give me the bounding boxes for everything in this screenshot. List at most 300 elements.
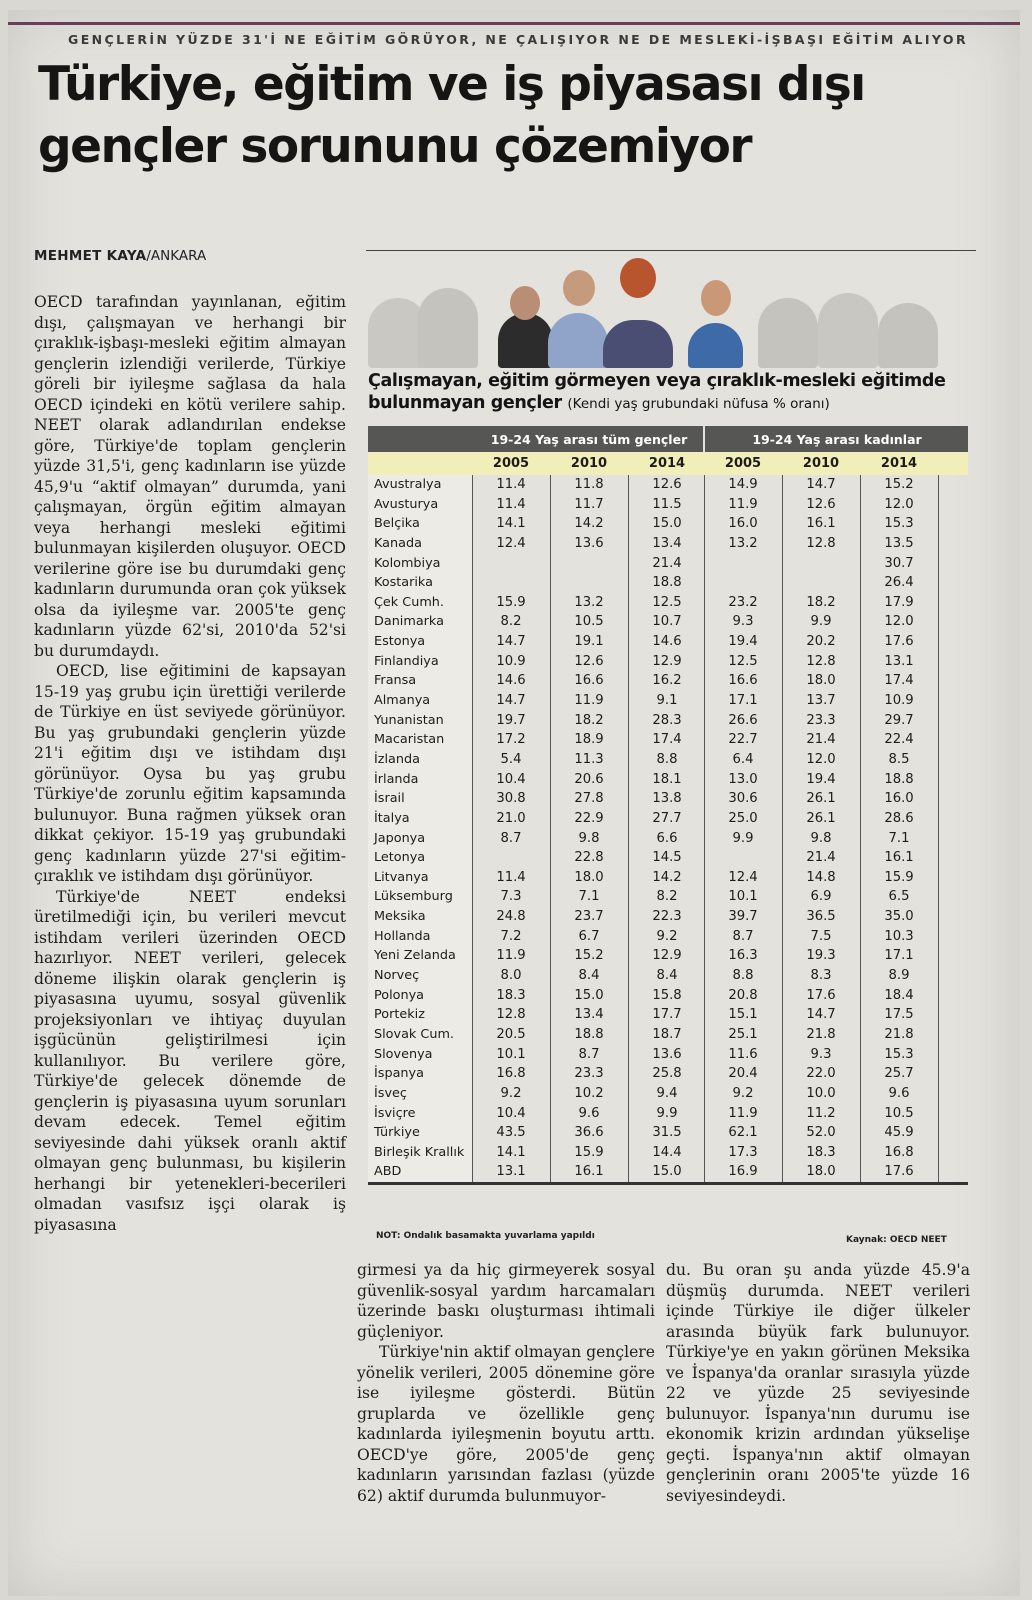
country-cell: Japonya: [374, 830, 426, 846]
country-cell: Macaristan: [374, 732, 445, 748]
country-cell: Almanya: [374, 693, 431, 709]
silhouette-figure: [818, 293, 878, 368]
value-cell: 15.0: [574, 987, 604, 1003]
person-head: [510, 286, 540, 320]
value-cell: 8.0: [500, 968, 522, 984]
value-cell: 8.8: [732, 968, 754, 984]
value-cell: 16.1: [806, 516, 836, 532]
value-cell: 8.8: [656, 751, 678, 767]
grid-line: [782, 475, 783, 1182]
country-cell: Slovenya: [374, 1046, 433, 1062]
table-row: [368, 730, 968, 750]
table-row: [368, 927, 968, 947]
value-cell: 21.4: [806, 732, 836, 748]
person-figure: [603, 320, 673, 368]
value-cell: 17.2: [496, 732, 526, 748]
country-cell: Polonya: [374, 987, 425, 1003]
value-cell: 28.3: [652, 712, 682, 728]
value-cell: 45.9: [884, 1125, 914, 1141]
value-cell: 6.5: [888, 889, 910, 905]
country-cell: Yeni Zelanda: [374, 948, 456, 964]
person-head: [620, 258, 656, 298]
value-cell: 9.2: [656, 928, 678, 944]
country-cell: Türkiye: [374, 1125, 420, 1141]
value-cell: 13.7: [806, 693, 836, 709]
value-cell: 9.1: [656, 693, 678, 709]
silhouette-figure: [418, 288, 478, 368]
value-cell: 17.1: [728, 693, 758, 709]
value-cell: 12.6: [652, 477, 682, 492]
value-cell: 9.8: [578, 830, 600, 846]
table-row: [368, 534, 968, 554]
value-cell: 6.6: [656, 830, 678, 846]
paragraph: girmesi ya da hiç girmeyerek sosyal güvenlik-sosyal yardım harcamaları üzerinde baskı oluşturması ihtimali güçleniyor.: [357, 1261, 655, 1341]
value-cell: 8.2: [656, 889, 678, 905]
value-cell: 11.9: [496, 948, 526, 964]
year-header-cell: 2014: [880, 456, 918, 471]
table-bottom-rule: [368, 1182, 968, 1185]
table-row: [368, 632, 968, 652]
value-cell: 26.1: [806, 810, 836, 826]
value-cell: 23.3: [806, 712, 836, 728]
value-cell: 12.6: [574, 653, 604, 669]
table-row: [368, 829, 968, 849]
value-cell: 15.0: [652, 1164, 682, 1180]
person-head: [563, 270, 595, 306]
value-cell: 6.9: [810, 889, 832, 905]
value-cell: 11.4: [496, 496, 526, 512]
value-cell: 21.8: [884, 1026, 914, 1042]
value-cell: 25.1: [728, 1026, 758, 1042]
table-subtitle: (Kendi yaş grubundaki nüfusa % oranı): [567, 396, 830, 412]
value-cell: 18.2: [574, 712, 604, 728]
country-cell: İsviçre: [374, 1105, 416, 1121]
value-cell: 13.6: [574, 535, 604, 551]
value-cell: 26.1: [806, 791, 836, 807]
value-cell: 8.3: [810, 968, 832, 984]
value-cell: 20.4: [728, 1066, 758, 1082]
table-row: [368, 986, 968, 1006]
table-row: [368, 946, 968, 966]
year-header-cell: 2014: [648, 456, 686, 471]
table-title: [368, 370, 978, 415]
country-cell: Norveç: [374, 968, 420, 984]
value-cell: 11.8: [574, 477, 604, 492]
table-row: [368, 1084, 968, 1104]
silhouette-figure: [878, 303, 938, 368]
value-cell: 23.3: [574, 1066, 604, 1082]
value-cell: 6.4: [732, 751, 754, 767]
value-cell: 24.8: [496, 909, 526, 925]
value-cell: 31.5: [652, 1125, 682, 1141]
value-cell: 18.3: [496, 987, 526, 1003]
value-cell: 15.2: [574, 948, 604, 964]
value-cell: 14.9: [728, 477, 758, 492]
value-cell: 15.3: [884, 1046, 914, 1062]
table-row: [368, 612, 968, 632]
country-cell: Belçika: [374, 516, 420, 532]
value-cell: 22.3: [652, 909, 682, 925]
grid-line: [628, 475, 629, 1182]
value-cell: 10.2: [574, 1085, 604, 1101]
table-row: [368, 1104, 968, 1124]
country-cell: Avustralya: [374, 477, 442, 492]
value-cell: 13.1: [496, 1164, 526, 1180]
value-cell: 20.2: [806, 634, 836, 650]
value-cell: 7.2: [500, 928, 522, 944]
value-cell: 10.4: [496, 771, 526, 787]
value-cell: 15.2: [884, 477, 914, 492]
value-cell: 21.4: [652, 555, 682, 571]
value-cell: 9.9: [656, 1105, 678, 1121]
value-cell: 9.6: [578, 1105, 600, 1121]
value-cell: 17.4: [884, 673, 914, 689]
table-note: NOT: Ondalık basamakta yuvarlama yapıldı: [376, 1231, 595, 1241]
value-cell: 10.5: [884, 1105, 914, 1121]
value-cell: 27.8: [574, 791, 604, 807]
value-cell: 18.4: [884, 987, 914, 1003]
value-cell: 22.4: [884, 732, 914, 748]
table-row: [368, 887, 968, 907]
value-cell: 16.9: [728, 1164, 758, 1180]
value-cell: 11.6: [728, 1046, 758, 1062]
value-cell: 11.4: [496, 869, 526, 885]
value-cell: 10.7: [652, 614, 682, 630]
byline: [34, 248, 206, 264]
value-cell: 8.7: [732, 928, 754, 944]
country-cell: İrlanda: [374, 771, 419, 787]
table-row: [368, 848, 968, 868]
grid-line: [550, 475, 551, 1182]
group-header-all: 19-24 Yaş arası tüm gençler: [490, 432, 688, 447]
value-cell: 14.1: [496, 1144, 526, 1160]
value-cell: 10.1: [496, 1046, 526, 1062]
value-cell: 35.0: [884, 909, 914, 925]
value-cell: 12.5: [652, 594, 682, 610]
value-cell: 15.3: [884, 516, 914, 532]
value-cell: 8.9: [888, 968, 910, 984]
table-row: [368, 554, 968, 574]
value-cell: 7.1: [888, 830, 910, 846]
value-cell: 9.3: [732, 614, 754, 630]
value-cell: 9.6: [888, 1085, 910, 1101]
value-cell: 9.3: [810, 1046, 832, 1062]
table-row: [368, 809, 968, 829]
value-cell: 14.7: [806, 477, 836, 492]
country-cell: Kanada: [374, 535, 422, 551]
value-cell: 9.2: [732, 1085, 754, 1101]
value-cell: 18.2: [806, 594, 836, 610]
value-cell: 11.7: [574, 496, 604, 512]
value-cell: 7.3: [500, 889, 522, 905]
value-cell: 9.4: [656, 1085, 678, 1101]
country-cell: Avusturya: [374, 496, 439, 512]
value-cell: 12.4: [728, 869, 758, 885]
value-cell: 18.9: [574, 732, 604, 748]
value-cell: 14.7: [496, 693, 526, 709]
table-body: [368, 475, 968, 1182]
value-cell: 14.7: [806, 1007, 836, 1023]
value-cell: 17.5: [884, 1007, 914, 1023]
value-cell: 12.8: [496, 1007, 526, 1023]
table-row: [368, 750, 968, 770]
value-cell: 12.8: [806, 535, 836, 551]
table-row: [368, 868, 968, 888]
table-row: [368, 907, 968, 927]
value-cell: 17.3: [728, 1144, 758, 1160]
country-cell: İsveç: [374, 1085, 407, 1101]
country-cell: Yunanistan: [374, 712, 444, 728]
value-cell: 10.1: [728, 889, 758, 905]
table-row: [368, 711, 968, 731]
value-cell: 20.8: [728, 987, 758, 1003]
table-row: [368, 1143, 968, 1163]
table-row: [368, 495, 968, 515]
value-cell: 10.4: [496, 1105, 526, 1121]
grid-line: [704, 475, 705, 1182]
country-cell: Lüksemburg: [374, 889, 453, 905]
value-cell: 19.7: [496, 712, 526, 728]
value-cell: 13.6: [652, 1046, 682, 1062]
value-cell: 8.5: [888, 751, 910, 767]
country-cell: Litvanya: [374, 869, 429, 885]
group-header-women: 19-24 Yaş arası kadınlar: [752, 432, 922, 447]
table-row: [368, 652, 968, 672]
section-rule: [366, 250, 976, 251]
value-cell: 30.6: [728, 791, 758, 807]
value-cell: 20.5: [496, 1026, 526, 1042]
table-row: [368, 475, 968, 495]
value-cell: 12.0: [806, 751, 836, 767]
value-cell: 22.8: [574, 850, 604, 866]
value-cell: 17.7: [652, 1007, 682, 1023]
value-cell: 14.7: [496, 634, 526, 650]
kicker: GENÇLERİN YÜZDE 31'İ NE EĞİTİM GÖRÜYOR, NE ÇALIŞIYOR NE DE MESLEKİ-İŞBAŞI EĞİTİM ALIYOR: [68, 32, 968, 47]
value-cell: 12.5: [728, 653, 758, 669]
country-cell: Fransa: [374, 673, 417, 689]
table-row: [368, 514, 968, 534]
table-row: [368, 1162, 968, 1182]
value-cell: 16.6: [574, 673, 604, 689]
value-cell: 26.4: [884, 575, 914, 591]
value-cell: 18.0: [574, 869, 604, 885]
table-row: [368, 573, 968, 593]
value-cell: 15.0: [652, 516, 682, 532]
person-figure: [548, 313, 608, 368]
paragraph: Türkiye'de NEET endeksi üretilmediği için, bu verileri mevcut istihdam verileri üzerinden OECD hazırlıyor. NEET verileri, gelecek döneme ilişkin olarak gençlerin iş piyasasına uyumu, sosyal güvenlik projeksiyonları ve ihtiyaç duyulan işgücünün geliştirilmesi için kullanılıyor. Bu verilere göre, Türkiye'de gelecek dönemde de gençlerin iş piyasasına uyum sorunları devam edecek. Temel eğitim seviyesinde dahi yüksek oranlı aktif olmayan genç bulunması, bu kişilerin herhangi bir yetenekleri-becerileri olmadan vasıfsız işçi olarak iş piyasasına: [34, 887, 346, 1234]
value-cell: 7.5: [810, 928, 832, 944]
value-cell: 8.4: [578, 968, 600, 984]
value-cell: 19.4: [806, 771, 836, 787]
value-cell: 21.8: [806, 1026, 836, 1042]
value-cell: 19.4: [728, 634, 758, 650]
value-cell: 16.6: [728, 673, 758, 689]
table-source: Kaynak: OECD NEET: [846, 1235, 947, 1245]
headline: Türkiye, eğitim ve iş piyasası dışı gençler sorununu çözemiyor: [38, 57, 865, 174]
value-cell: 8.7: [578, 1046, 600, 1062]
value-cell: 9.8: [810, 830, 832, 846]
person-figure: [498, 313, 553, 368]
country-cell: Danimarka: [374, 614, 444, 630]
value-cell: 13.0: [728, 771, 758, 787]
value-cell: 43.5: [496, 1125, 526, 1141]
country-cell: Letonya: [374, 850, 426, 866]
value-cell: 9.9: [810, 614, 832, 630]
person-head: [701, 280, 731, 316]
table-row: [368, 593, 968, 613]
table-row: [368, 1064, 968, 1084]
youth-illustration: [368, 258, 988, 368]
value-cell: 29.7: [884, 712, 914, 728]
value-cell: 20.6: [574, 771, 604, 787]
value-cell: 16.1: [574, 1164, 604, 1180]
year-header-cell: 2010: [802, 456, 840, 471]
country-cell: Slovak Cum.: [374, 1026, 454, 1042]
value-cell: 18.3: [806, 1144, 836, 1160]
value-cell: 14.6: [652, 634, 682, 650]
value-cell: 18.0: [806, 1164, 836, 1180]
value-cell: 18.7: [652, 1026, 682, 1042]
value-cell: 12.0: [884, 614, 914, 630]
neet-table: [368, 426, 968, 1185]
value-cell: 13.1: [884, 653, 914, 669]
value-cell: 22.7: [728, 732, 758, 748]
value-cell: 12.8: [806, 653, 836, 669]
value-cell: 16.0: [884, 791, 914, 807]
table-title-text: Çalışmayan, eğitim görmeyen veya çıraklık-mesleki eğitimde bulunmayan gençler: [368, 371, 946, 413]
value-cell: 26.6: [728, 712, 758, 728]
value-cell: 16.0: [728, 516, 758, 532]
value-cell: 12.6: [806, 496, 836, 512]
value-cell: 36.6: [574, 1125, 604, 1141]
value-cell: 52.0: [806, 1125, 836, 1141]
value-cell: 15.8: [652, 987, 682, 1003]
grid-line: [860, 475, 861, 1182]
value-cell: 19.3: [806, 948, 836, 964]
year-header-cell: 2010: [570, 456, 608, 471]
value-cell: 30.8: [496, 791, 526, 807]
value-cell: 18.0: [806, 673, 836, 689]
country-cell: Kostarika: [374, 575, 433, 591]
value-cell: 21.0: [496, 810, 526, 826]
value-cell: 7.1: [578, 889, 600, 905]
table-row: [368, 1045, 968, 1065]
value-cell: 13.8: [652, 791, 682, 807]
top-accent-line: [8, 22, 1020, 25]
value-cell: 16.1: [884, 850, 914, 866]
value-cell: 21.4: [806, 850, 836, 866]
value-cell: 13.2: [574, 594, 604, 610]
value-cell: 11.4: [496, 477, 526, 492]
value-cell: 17.9: [884, 594, 914, 610]
value-cell: 14.5: [652, 850, 682, 866]
value-cell: 11.9: [728, 1105, 758, 1121]
value-cell: 8.4: [656, 968, 678, 984]
grid-line: [938, 475, 939, 1182]
value-cell: 17.6: [806, 987, 836, 1003]
value-cell: 17.1: [884, 948, 914, 964]
country-cell: Meksika: [374, 909, 426, 925]
byline-location: /ANKARA: [146, 248, 207, 264]
value-cell: 6.7: [578, 928, 600, 944]
value-cell: 14.6: [496, 673, 526, 689]
value-cell: 14.4: [652, 1144, 682, 1160]
value-cell: 30.7: [884, 555, 914, 571]
value-cell: 28.6: [884, 810, 914, 826]
table-row: [368, 1005, 968, 1025]
value-cell: 11.5: [652, 496, 682, 512]
value-cell: 14.1: [496, 516, 526, 532]
value-cell: 19.1: [574, 634, 604, 650]
table-year-header: [368, 452, 968, 475]
value-cell: 18.1: [652, 771, 682, 787]
value-cell: 13.2: [728, 535, 758, 551]
grid-line: [472, 475, 473, 1182]
value-cell: 16.3: [728, 948, 758, 964]
table-row: [368, 1123, 968, 1143]
value-cell: 25.0: [728, 810, 758, 826]
value-cell: 12.9: [652, 653, 682, 669]
paragraph: Türkiye'nin aktif olmayan gençlere yönelik verileri, 2005 dönemine göre ise iyileşme gösterdi. Bütün gruplarda ve özellikle genç kadınlarda iyileşmenin boyutu arttı. OECD'ye göre, 2005'de genç kadınların yarısından fazlası (yüzde 62) aktif durumda bulunmuyor-: [357, 1343, 655, 1505]
value-cell: 36.5: [806, 909, 836, 925]
value-cell: 14.2: [652, 869, 682, 885]
value-cell: 8.2: [500, 614, 522, 630]
country-cell: Kolombiya: [374, 555, 441, 571]
value-cell: 9.2: [500, 1085, 522, 1101]
value-cell: 18.8: [574, 1026, 604, 1042]
value-cell: 15.1: [728, 1007, 758, 1023]
table-row: [368, 789, 968, 809]
value-cell: 18.8: [884, 771, 914, 787]
value-cell: 10.9: [884, 693, 914, 709]
year-header-cell: 2005: [724, 456, 762, 471]
value-cell: 17.6: [884, 634, 914, 650]
value-cell: 12.0: [884, 496, 914, 512]
article-column-3: [666, 1260, 970, 1590]
silhouette-figure: [758, 298, 818, 368]
newspaper-page: [8, 10, 1020, 1596]
value-cell: 13.4: [652, 535, 682, 551]
country-cell: İzlanda: [374, 751, 420, 767]
value-cell: 23.7: [574, 909, 604, 925]
value-cell: 22.9: [574, 810, 604, 826]
value-cell: 62.1: [728, 1125, 758, 1141]
value-cell: 11.9: [728, 496, 758, 512]
article-column-1: [34, 292, 346, 1590]
paragraph: OECD, lise eğitimini de kapsayan 15-19 yaş grubu için ürettiği verilerde de Türkiye en üst seviyede görünüyor. Bu yaş grubundaki gençlerin yüzde 21'i eğitim dışı ve istihdam dışı görünüyor. Oysa bu yaş grubu Türkiye'de zorunlu eğitim kapsamında bulunuyor. Buna rağmen yüksek oran dikkat çekiyor. 15-19 yaş grubundaki genç kadınların yüzde 27'si eğitim-çıraklık ve istihdam dışı görünüyor.: [34, 662, 346, 885]
byline-author: MEHMET KAYA: [34, 248, 147, 264]
value-cell: 8.7: [500, 830, 522, 846]
country-cell: Birleşik Krallık: [374, 1144, 465, 1160]
country-cell: Finlandiya: [374, 653, 439, 669]
value-cell: 18.8: [652, 575, 682, 591]
value-cell: 10.0: [806, 1085, 836, 1101]
value-cell: 23.2: [728, 594, 758, 610]
value-cell: 25.7: [884, 1066, 914, 1082]
country-cell: Portekiz: [374, 1007, 425, 1023]
table-row: [368, 770, 968, 790]
value-cell: 17.4: [652, 732, 682, 748]
value-cell: 27.7: [652, 810, 682, 826]
table-row: [368, 1025, 968, 1045]
value-cell: 14.2: [574, 516, 604, 532]
value-cell: 10.5: [574, 614, 604, 630]
value-cell: 22.0: [806, 1066, 836, 1082]
table-row: [368, 671, 968, 691]
country-cell: İspanya: [374, 1066, 424, 1082]
value-cell: 17.6: [884, 1164, 914, 1180]
value-cell: 10.9: [496, 653, 526, 669]
